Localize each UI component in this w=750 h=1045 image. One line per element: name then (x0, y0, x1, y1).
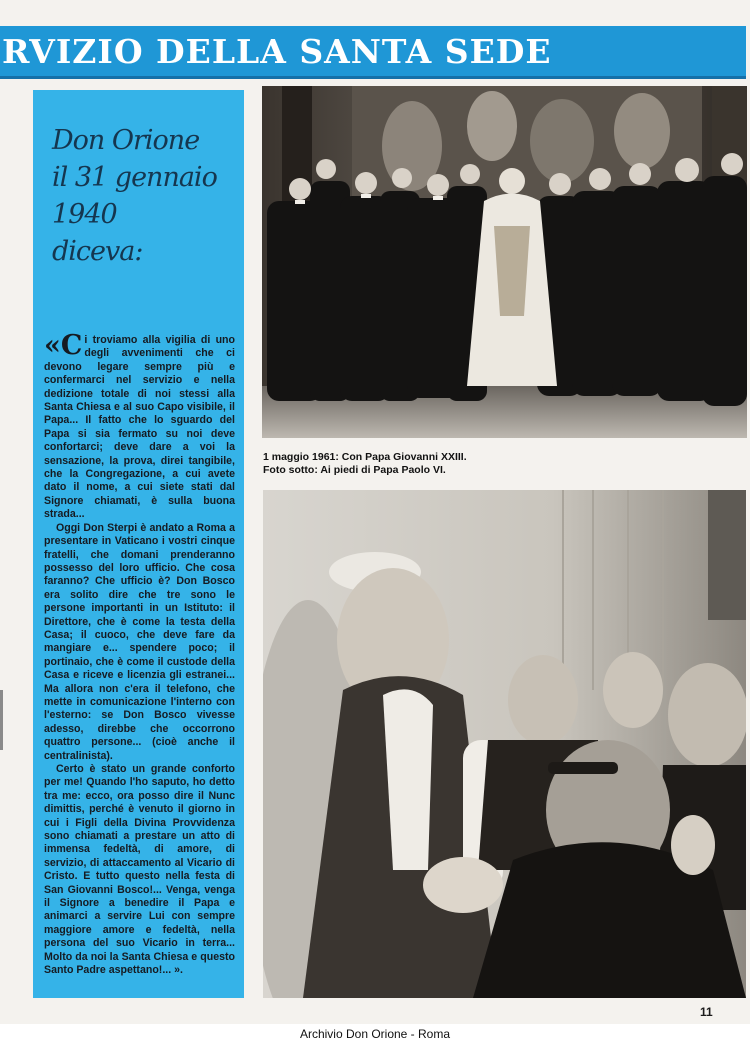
page-number: 11 (700, 1005, 713, 1019)
quote-paragraph: «Ci troviamo alla vigilia di uno degli avvenimenti che ci devono legare sempre più e confermarci nel servizio e nella dedizione totale di noi stessi alla Santa Chiesa e al suo Capo visibile, il Papa... Il fatto che lo sguardo del Papa si sia fermato su noi deve confortarci; deve dare a voi la sensazione, la prova, direi tangibile, che la Congregazione, a cui avete dato il nome, a cui siete stati dal Signore chiamati, è sulla buona strada... (44, 330, 235, 521)
section-banner (0, 26, 746, 79)
photo-pope-john-xxiii (262, 86, 747, 438)
page-edge-mark (0, 690, 3, 750)
article-quote (44, 330, 235, 978)
quote-paragraph: Certo è stato un grande conforto per me! Quando l'ho saputo, ho detto tra me: ecco, ora posso dire il Nunc dimittis, perché è venuto il giorno in cui i Figli della Divina Provvidenza sono chiamati a prestare un atto di immensa fedeltà, di amore, di servizio, di attaccamento al Vicario di Cristo. E tutto questo nella festa di San Giovanni Bosco!... Venga, venga il Signore a benedire il Papa e animarci a servire Lui con sempre maggiore amore e fedeltà, nella persona del suo Vicario in terra... Molto da noi la Santa Chiesa e questo Santo Padre aspettano!... ». (44, 763, 235, 977)
photo-caption (263, 451, 733, 477)
caption-line-2: Foto sotto: Ai piedi di Papa Paolo VI. (263, 464, 446, 476)
section-title: RVIZIO DELLA SANTA SEDE (2, 32, 552, 71)
caption-line-1: 1 maggio 1961: Con Papa Giovanni XXIII. (263, 451, 467, 463)
photo-pope-john-xxiii-image (262, 86, 747, 438)
photo-pope-paul-vi (263, 490, 746, 998)
quote-dropcap: «C (44, 330, 83, 361)
photo-pope-paul-vi-image (263, 490, 746, 998)
article-headline: Don Orione il 31 gennaio 1940 diceva: (52, 125, 217, 267)
quote-paragraph: Oggi Don Sterpi è andato a Roma a presentare in Vaticano i vostri cinque fratelli, che domani prenderanno possesso del loro ufficio. Che cosa faranno? Che ufficio è? Don Bosco era solito dire che tre sono le persone importanti in un Istituto: il Direttore, che è come la testa della Casa; il cuoco, che deve fare da mangiare e... spendere poco; il portinaio, che è come il custode della Casa e riceve e licenzia gli estranei... Ma allora non c'era il telefono, che mette in comunicazione l'interno con l'esterno: se Don Bosco vivesse adesso, direbbe che occorrono quattro persone... (cioè anche il centralinista). (44, 521, 235, 762)
archive-label: Archivio Don Orione - Roma (299, 1027, 451, 1041)
archive-footer (0, 1024, 750, 1045)
